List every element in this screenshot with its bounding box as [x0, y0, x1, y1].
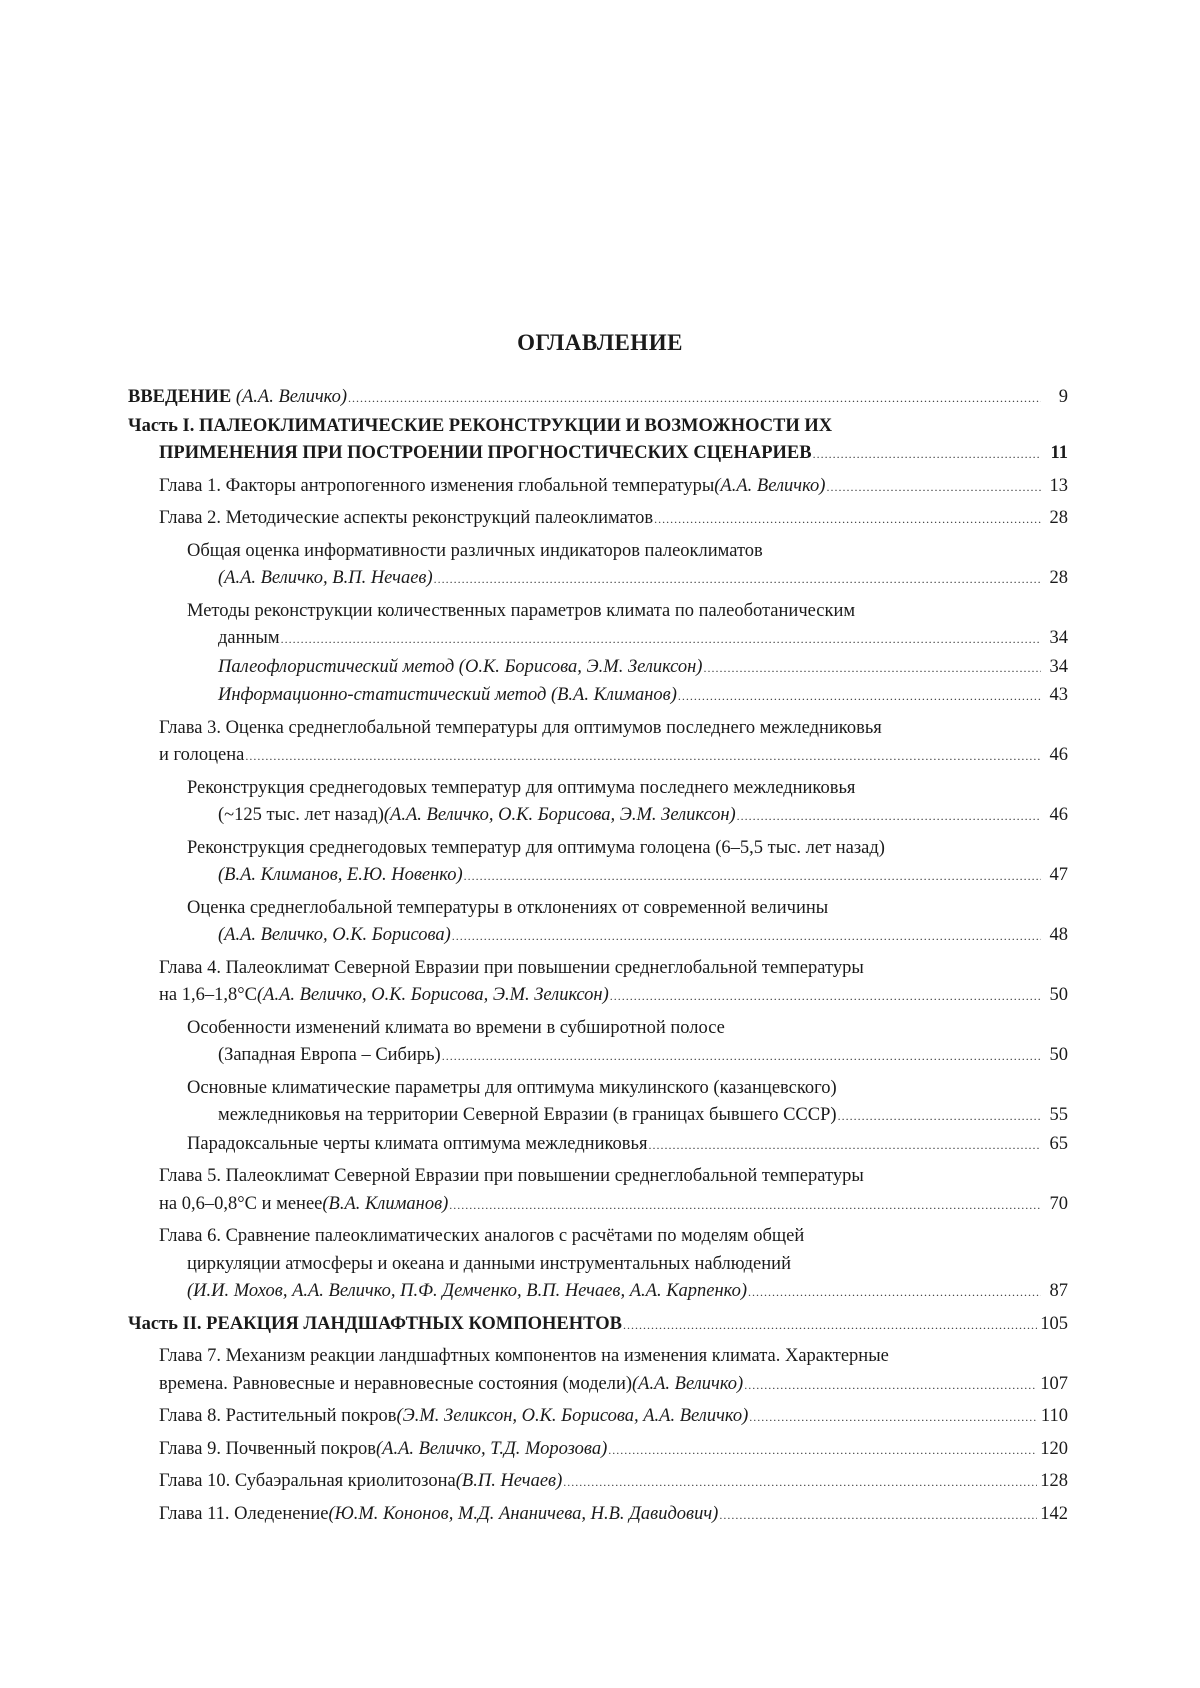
page-number: 13: [1049, 475, 1068, 496]
toc-entry-chapter-7[interactable]: [128, 1343, 1068, 1399]
dot-leader: [678, 683, 1041, 711]
toc-entry-chapter-10[interactable]: [128, 1468, 1068, 1497]
entry-author: (В.А. Климанов, Е.Ю. Новенко): [218, 865, 463, 885]
toc-entry-section-3-2[interactable]: [128, 835, 1068, 891]
entry-author: (А.А. Величко, О.К. Борисова): [218, 925, 451, 945]
dot-leader: [826, 474, 1041, 502]
dot-leader: [610, 983, 1041, 1011]
dot-leader: [348, 385, 1041, 413]
entry-author: (А.А. Величко, Т.Д. Морозова): [375, 1438, 608, 1459]
toc-entry-chapter-6[interactable]: [128, 1223, 1068, 1307]
toc-entry-chapter-1[interactable]: [128, 473, 1068, 502]
dot-leader: [749, 1404, 1038, 1432]
entry-title: Глава 8. Растительный покров: [159, 1406, 397, 1426]
toc-entry-part-2[interactable]: [128, 1311, 1068, 1340]
page-number: 87: [1049, 1281, 1068, 1301]
page-number: 28: [1049, 508, 1068, 528]
entry-author: (Э.М. Зеликсон, О.К. Борисова, А.А. Величко): [396, 1406, 749, 1426]
entry-title: Глава 4. Палеоклимат Северной Евразии при повышении среднеглобальной температуры: [159, 957, 864, 978]
page-number: 47: [1049, 865, 1068, 885]
dot-leader: [563, 1469, 1037, 1497]
page-number: 142: [1040, 1503, 1068, 1524]
entry-title-continued: на 0,6–0,8°С и менее: [159, 1193, 323, 1214]
page-number: 28: [1049, 568, 1068, 588]
toc-entry-chapter-8[interactable]: [128, 1403, 1068, 1432]
entry-title: Глава 10. Субаэральная криолитозона: [159, 1471, 456, 1491]
dot-leader: [449, 1192, 1041, 1220]
entry-title-continued: циркуляции атмосферы и океана и данными инструментальных наблюдений: [187, 1253, 791, 1274]
dot-leader: [442, 1043, 1041, 1071]
dot-leader: [464, 863, 1041, 891]
entry-title: Методы реконструкции количественных параметров климата по палеоботаническим: [187, 600, 856, 621]
entry-title: Часть I. ПАЛЕОКЛИМАТИЧЕСКИЕ РЕКОНСТРУКЦИИ И ВОЗМОЖНОСТИ ИХ: [128, 415, 833, 436]
dot-leader: [703, 655, 1041, 683]
toc-entry-section-4-3[interactable]: [128, 1131, 1068, 1160]
page-number: 105: [1040, 1313, 1068, 1334]
toc-entry-section-2-1[interactable]: [128, 538, 1068, 594]
page-number: 128: [1040, 1471, 1068, 1491]
entry-author: (А.А. Величко): [235, 387, 348, 407]
toc-entry-subsection-paleofloristic[interactable]: [128, 654, 1068, 683]
dot-leader: [648, 1132, 1041, 1160]
toc-entry-section-4-2[interactable]: [128, 1075, 1068, 1131]
entry-title: Информационно-статистический метод (В.А. Климанов): [218, 685, 677, 705]
dot-leader: [281, 626, 1041, 654]
toc-entry-section-2-2[interactable]: [128, 598, 1068, 654]
entry-title: Палеофлористический метод (О.К. Борисова, Э.М. Зеликсон): [218, 656, 703, 677]
entry-title: Глава 5. Палеоклимат Северной Евразии при повышении среднеглобальной температуры: [159, 1166, 864, 1186]
entry-title: Реконструкция среднегодовых температур для оптимума голоцена (6–5,5 тыс. лет назад): [187, 837, 885, 858]
toc-entry-chapter-3[interactable]: [128, 715, 1068, 771]
toc-entry-chapter-5[interactable]: [128, 1163, 1068, 1219]
page-number: 48: [1049, 925, 1068, 945]
toc-entry-subsection-info-statistical[interactable]: [128, 682, 1068, 711]
toc-entry-chapter-2[interactable]: [128, 505, 1068, 534]
page-number: 110: [1040, 1406, 1068, 1426]
dot-leader: [623, 1312, 1037, 1340]
entry-title: Основные климатические параметры для оптимума микулинского (казанцевского): [187, 1077, 837, 1098]
page-number: 34: [1049, 656, 1068, 677]
dot-leader: [748, 1279, 1041, 1307]
entry-title: Реконструкция среднегодовых температур для оптимума последнего межледниковья: [187, 777, 856, 798]
dot-leader: [608, 1437, 1037, 1465]
page-number: 50: [1049, 1045, 1068, 1065]
page-number: 34: [1049, 628, 1068, 648]
page-number: 43: [1049, 685, 1068, 705]
entry-title: Глава 6. Сравнение палеоклиматических аналогов с расчётами по моделям общей: [159, 1226, 805, 1246]
entry-title: Глава 9. Почвенный покров: [159, 1438, 376, 1459]
page-number: 46: [1049, 745, 1068, 765]
entry-title-continued: ПРИМЕНЕНИЯ ПРИ ПОСТРОЕНИИ ПРОГНОСТИЧЕСКИХ СЦЕНАРИЕВ: [159, 443, 812, 463]
entry-author: (Ю.М. Кононов, М.Д. Ананичева, Н.В. Давидович): [328, 1503, 719, 1524]
entry-title: Глава 1. Факторы антропогенного изменения глобальной температуры: [159, 475, 715, 496]
entry-title-continued: (~125 тыс. лет назад): [218, 805, 384, 825]
toc-entry-chapter-11[interactable]: [128, 1501, 1068, 1530]
toc-entry-section-3-1[interactable]: [128, 775, 1068, 831]
entry-author: (А.А. Величко, В.П. Нечаев): [218, 568, 433, 588]
toc-entry-chapter-9[interactable]: [128, 1436, 1068, 1465]
dot-leader: [813, 441, 1041, 469]
entry-author: (А.А. Величко, О.К. Борисова, Э.М. Зеликсон): [256, 985, 609, 1005]
toc-entry-section-3-3[interactable]: [128, 895, 1068, 951]
entry-title-continued: данным: [218, 628, 280, 648]
toc-entry-part-1[interactable]: [128, 413, 1068, 469]
page-number: 46: [1049, 805, 1068, 825]
entry-title: Часть II. РЕАКЦИЯ ЛАНДШАФТНЫХ КОМПОНЕНТОВ: [128, 1313, 622, 1334]
dot-leader: [719, 1502, 1037, 1530]
entry-title-continued: (Западная Европа – Сибирь): [218, 1045, 441, 1065]
page-number: 9: [1058, 387, 1068, 407]
entry-author: (И.И. Мохов, А.А. Величко, П.Ф. Демченко, В.П. Нечаев, А.А. Карпенко): [187, 1281, 747, 1301]
entry-title: Оценка среднеглобальной температуры в отклонениях от современной величины: [187, 897, 829, 918]
page-number: 55: [1049, 1105, 1068, 1125]
entry-title-continued: на 1,6–1,8°С: [159, 985, 257, 1005]
entry-title: Особенности изменений климата во времени в субширотной полосе: [187, 1017, 725, 1038]
page-title: ОГЛАВЛЕНИЕ: [517, 330, 683, 355]
entry-title-continued: времена. Равновесные и неравновесные состояния (модели): [159, 1373, 633, 1394]
page-number: 70: [1049, 1193, 1068, 1214]
dot-leader: [737, 803, 1041, 831]
entry-title: Общая оценка информативности различных индикаторов палеоклиматов: [187, 540, 763, 561]
dot-leader: [245, 743, 1041, 771]
entry-title: Глава 3. Оценка среднеглобальной температуры для оптимумов последнего межледниковья: [159, 717, 882, 738]
entry-author: (В.А. Климанов): [322, 1193, 449, 1214]
toc-entry-chapter-4[interactable]: [128, 955, 1068, 1011]
dot-leader: [654, 506, 1041, 534]
entry-title: Глава 11. Оледенение: [159, 1503, 329, 1524]
entry-author: (А.А. Величко): [632, 1373, 744, 1394]
page-number: 107: [1040, 1373, 1068, 1394]
entry-title: ВВЕДЕНИЕ: [128, 387, 232, 407]
page-number: 50: [1049, 985, 1068, 1005]
toc-entry-section-4-1[interactable]: [128, 1015, 1068, 1071]
page-number: 65: [1049, 1133, 1068, 1154]
dot-leader: [452, 923, 1041, 951]
entry-title-continued: и голоцена: [159, 745, 245, 765]
entry-title-continued: межледниковья на территории Северной Евразии (в границах бывшего СССР): [218, 1105, 837, 1125]
toc-entry-introduction[interactable]: [128, 384, 1068, 413]
dot-leader: [744, 1372, 1037, 1400]
entry-title: Глава 2. Методические аспекты реконструкций палеоклиматов: [159, 508, 654, 528]
entry-author: (А.А. Величко): [714, 475, 826, 496]
dot-leader: [838, 1103, 1041, 1131]
entry-author: (В.П. Нечаев): [455, 1471, 563, 1491]
dot-leader: [434, 566, 1041, 594]
entry-title: Парадоксальные черты климата оптимума межледниковья: [187, 1133, 648, 1154]
entry-title: Глава 7. Механизм реакции ландшафтных компонентов на изменения климата. Характерные: [159, 1346, 889, 1366]
page-number: 120: [1040, 1438, 1068, 1459]
table-of-contents: [128, 384, 1068, 1529]
page-number: 11: [1050, 443, 1068, 463]
entry-author: (А.А. Величко, О.К. Борисова, Э.М. Зеликсон): [383, 805, 736, 825]
